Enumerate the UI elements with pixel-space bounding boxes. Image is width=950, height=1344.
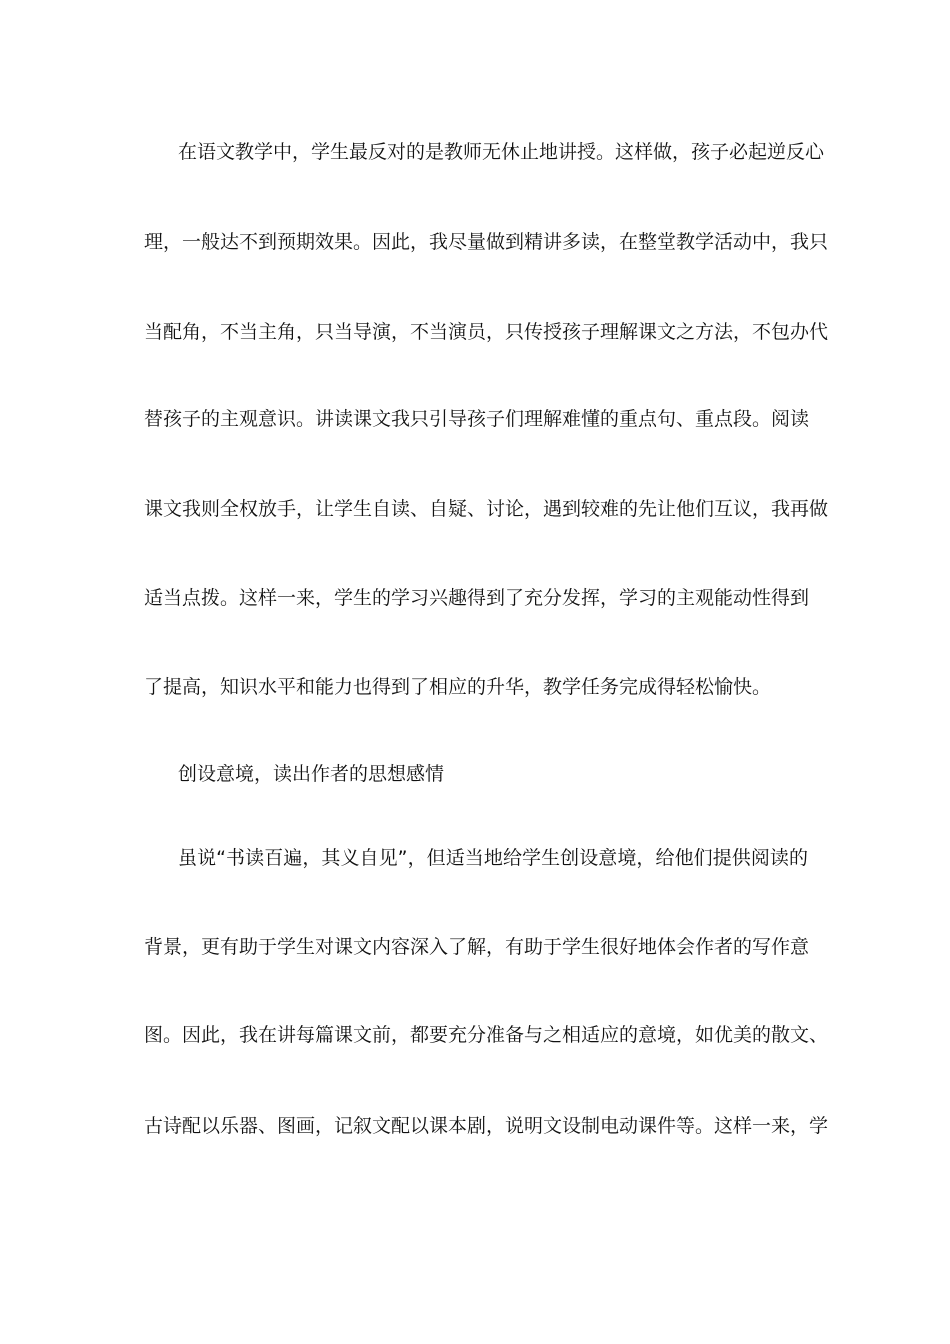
paragraph-1-line-3: 当配角，不当主角，只当导演，不当演员，只传授孩子理解课文之方法，不包办代 [144, 321, 829, 343]
paragraph-1-line-7: 了提高，知识水平和能力也得到了相应的升华，教学任务完成得轻松愉快。 [144, 676, 772, 698]
paragraph-2-line-1: 虽说“书读百遍，其义自见”，但适当地给学生创设意境，给他们提供阅读的 [178, 847, 808, 869]
paragraph-1-line-4: 替孩子的主观意识。讲读课文我只引导孩子们理解难懂的重点句、重点段。阅读 [144, 408, 810, 430]
section-heading: 创设意境，读出作者的思想感情 [178, 763, 445, 785]
paragraph-2-line-4: 古诗配以乐器、图画，记叙文配以课本剧，说明文设制电动课件等。这样一来，学 [144, 1115, 829, 1137]
paragraph-2-line-3: 图。因此，我在讲每篇课文前，都要充分准备与之相适应的意境，如优美的散文、 [144, 1024, 829, 1046]
paragraph-1-line-2: 理，一般达不到预期效果。因此，我尽量做到精讲多读，在整堂教学活动中，我只 [144, 231, 829, 253]
paragraph-1-line-6: 适当点拨。这样一来，学生的学习兴趣得到了充分发挥，学习的主观能动性得到 [144, 587, 810, 609]
paragraph-1-line-5: 课文我则全权放手，让学生自读、自疑、讨论，遇到较难的先让他们互议，我再做 [144, 498, 829, 520]
paragraph-2-line-2: 背景，更有助于学生对课文内容深入了解，有助于学生很好地体会作者的写作意 [144, 936, 810, 958]
paragraph-1-line-1: 在语文教学中，学生最反对的是教师无休止地讲授。这样做，孩子必起逆反心 [178, 141, 825, 163]
